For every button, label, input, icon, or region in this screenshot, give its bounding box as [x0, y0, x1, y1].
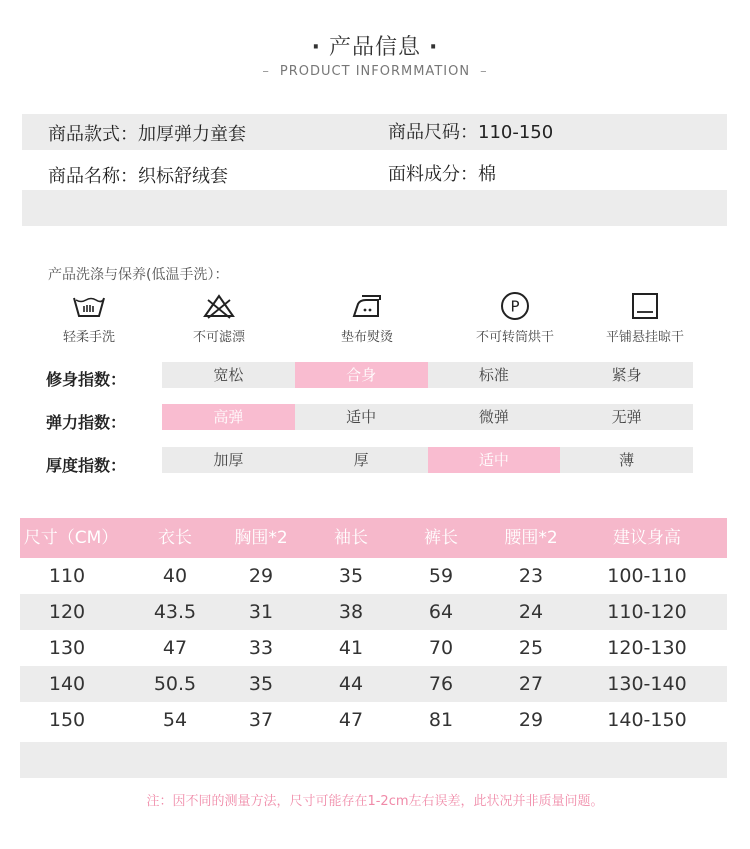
elasticity-option: 高弹 — [162, 404, 295, 430]
elasticity-option: 微弹 — [478, 408, 509, 426]
col-header-sleeve: 袖长 — [334, 528, 368, 548]
table-cell: 29 — [518, 709, 544, 731]
fit-index-bar — [162, 362, 693, 388]
col-header-length: 衣长 — [158, 528, 192, 548]
col-header-waist: 腰围*2 — [504, 528, 558, 548]
size-table-header — [20, 518, 727, 558]
elasticity-option: 无弹 — [611, 408, 642, 426]
thickness-option: 厚 — [353, 451, 369, 469]
info-name: 商品名称：织标舒绒套 — [48, 166, 228, 187]
section-subtitle — [0, 64, 750, 79]
elasticity-index-bar — [162, 404, 693, 430]
subtitle-text: PRODUCT INFORMMATION — [279, 64, 471, 79]
no-bleach-icon — [164, 290, 274, 322]
thickness-option: 薄 — [619, 451, 635, 469]
thickness-option: 加厚 — [213, 451, 244, 469]
elasticity-option: 适中 — [346, 408, 377, 426]
hand-wash-icon — [34, 290, 144, 322]
table-cell: 130 — [48, 637, 86, 659]
thickness-index-bar — [162, 447, 693, 473]
table-row — [20, 558, 727, 594]
col-header-size: 尺寸（CM） — [23, 528, 119, 548]
table-cell: 41 — [338, 637, 364, 659]
thickness-option: 适中 — [428, 447, 561, 473]
info-size: 商品尺码：110-150 — [388, 122, 554, 143]
table-cell: 50.5 — [153, 673, 197, 695]
table-cell: 47 — [338, 709, 364, 731]
measurement-note: 注：因不同的测量方法，尺寸可能存在1-2cm左右误差，此状况并非质量问题。 — [146, 794, 604, 809]
care-label: 轻柔手洗 — [62, 330, 115, 345]
care-label: 平铺悬挂晾干 — [605, 330, 684, 345]
table-cell: 76 — [428, 673, 454, 695]
care-item-no-bleach — [164, 290, 274, 345]
thickness-index-label: 厚度指数： — [46, 456, 127, 475]
care-label: 不可转筒烘干 — [475, 330, 554, 345]
table-cell: 23 — [518, 565, 544, 587]
table-footer-bar — [20, 742, 727, 778]
iron-icon — [312, 290, 422, 322]
table-row — [20, 594, 727, 630]
svg-text:P: P — [510, 297, 520, 316]
care-item-iron — [312, 290, 422, 345]
col-header-height: 建议身高 — [613, 528, 681, 548]
care-label: 垫布熨烫 — [340, 330, 393, 345]
table-cell: 24 — [518, 601, 544, 623]
table-cell: 130-140 — [607, 673, 687, 695]
table-cell: 100-110 — [607, 565, 687, 587]
table-cell: 70 — [428, 637, 454, 659]
table-cell: 59 — [428, 565, 454, 587]
table-cell: 120-130 — [607, 637, 687, 659]
subtitle-dash-right: – — [480, 64, 488, 79]
table-cell: 44 — [338, 673, 364, 695]
table-cell: 40 — [162, 565, 188, 587]
care-item-flat-dry — [590, 290, 700, 345]
table-row — [20, 630, 727, 666]
table-cell: 47 — [162, 637, 188, 659]
table-row — [20, 666, 727, 702]
flat-dry-icon — [590, 290, 700, 322]
table-cell: 150 — [48, 709, 86, 731]
info-fabric: 面料成分：棉 — [388, 164, 496, 185]
table-cell: 25 — [518, 637, 544, 659]
col-header-pants: 裤长 — [424, 528, 458, 548]
table-row — [20, 702, 727, 738]
table-cell: 110 — [48, 565, 86, 587]
info-style: 商品款式：加厚弹力童套 — [48, 124, 246, 145]
section-title — [0, 30, 750, 61]
table-cell: 110-120 — [607, 601, 687, 623]
info-row-empty — [22, 190, 727, 226]
table-cell: 64 — [428, 601, 454, 623]
table-cell: 35 — [338, 565, 364, 587]
title-dot-left: · — [311, 35, 321, 60]
table-cell: 31 — [248, 601, 274, 623]
table-cell: 38 — [338, 601, 364, 623]
no-tumble-dry-icon — [460, 290, 570, 322]
table-cell: 37 — [248, 709, 274, 731]
care-item-no-tumble-dry — [460, 290, 570, 345]
care-title: 产品洗涤与保养(低温手洗）： — [48, 267, 229, 283]
elasticity-index-label: 弹力指数： — [46, 413, 127, 432]
care-label: 不可滤漂 — [192, 330, 245, 345]
table-cell: 140 — [48, 673, 86, 695]
table-cell: 81 — [428, 709, 454, 731]
title-text: 产品信息 — [328, 35, 421, 60]
title-dot-right: · — [429, 35, 439, 60]
table-cell: 33 — [248, 637, 274, 659]
fit-index-label: 修身指数： — [46, 370, 127, 389]
table-cell: 27 — [518, 673, 544, 695]
table-cell: 54 — [162, 709, 188, 731]
table-cell: 140-150 — [607, 709, 687, 731]
fit-option: 紧身 — [611, 366, 642, 384]
fit-option: 合身 — [295, 362, 428, 388]
table-cell: 43.5 — [153, 601, 197, 623]
fit-option: 宽松 — [213, 366, 244, 384]
table-cell: 35 — [248, 673, 274, 695]
col-header-chest: 胸围*2 — [234, 528, 288, 548]
table-cell: 120 — [48, 601, 86, 623]
subtitle-dash-left: – — [262, 64, 270, 79]
fit-option: 标准 — [478, 366, 509, 384]
table-cell: 29 — [248, 565, 274, 587]
care-item-hand-wash — [34, 290, 144, 345]
